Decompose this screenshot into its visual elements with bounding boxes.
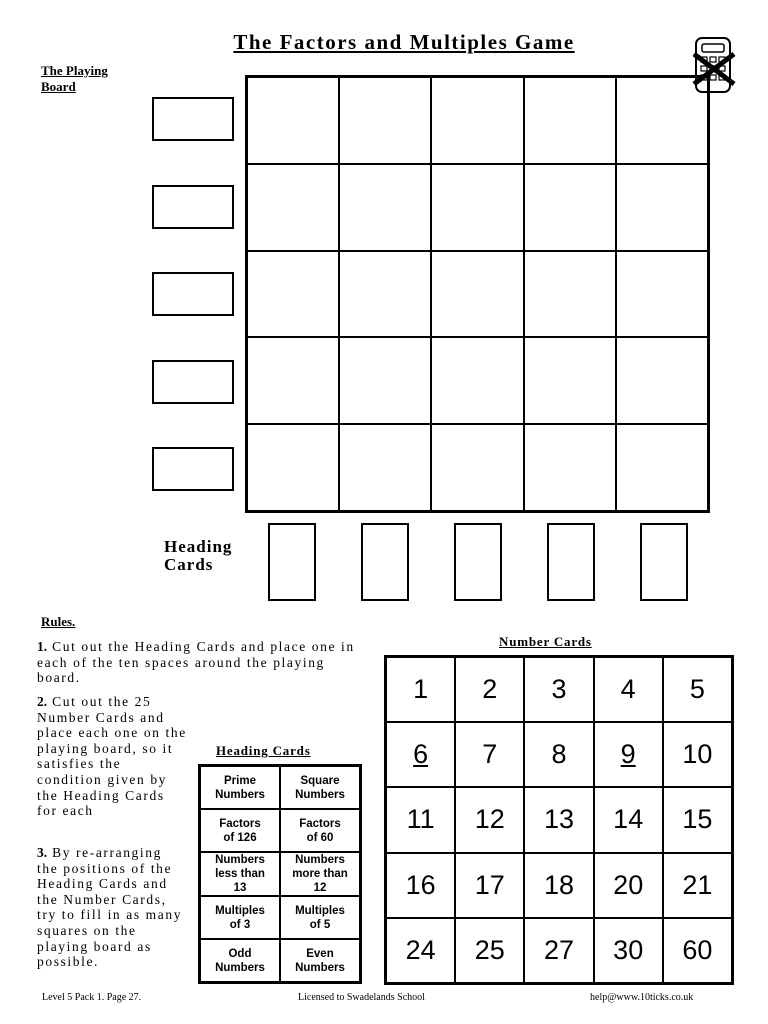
rule-item	[37, 639, 357, 686]
heading-card[interactable]	[200, 766, 280, 809]
board-square[interactable]	[339, 337, 431, 424]
board-square[interactable]	[616, 251, 708, 338]
heading-cards-label-line2: Cards	[164, 555, 214, 574]
playing-board	[245, 75, 710, 513]
number-card[interactable]	[386, 657, 455, 722]
number-card[interactable]	[663, 722, 732, 787]
number-card-value: 14	[613, 804, 644, 835]
heading-card-text: Multiples of 5	[295, 904, 345, 931]
number-card-value: 2	[482, 674, 498, 705]
playing-board-label-line2: Board	[41, 79, 76, 94]
number-card[interactable]	[663, 657, 732, 722]
board-square[interactable]	[431, 164, 523, 251]
board-square[interactable]	[524, 164, 616, 251]
footer-license: Licensed to Swadelands School	[298, 992, 425, 1003]
number-card-value: 5	[689, 674, 705, 705]
number-card-value: 30	[613, 934, 644, 965]
row-heading-slot[interactable]	[152, 447, 234, 491]
heading-card-text: Factors of 60	[299, 817, 341, 844]
number-card[interactable]	[524, 853, 593, 918]
number-card[interactable]	[594, 918, 663, 983]
heading-card-text: Even Numbers	[295, 947, 345, 974]
number-card[interactable]	[455, 722, 524, 787]
heading-card-text: Numbers less than 13	[215, 854, 265, 894]
row-heading-slot[interactable]	[152, 272, 234, 316]
number-card-value: 25	[474, 934, 505, 965]
heading-card-text: Numbers more than 12	[292, 854, 348, 894]
heading-card[interactable]	[200, 809, 280, 852]
number-card[interactable]	[524, 787, 593, 852]
row-heading-slot[interactable]	[152, 360, 234, 404]
number-card[interactable]	[386, 918, 455, 983]
number-card[interactable]	[455, 657, 524, 722]
footer-contact: help@www.10ticks.co.uk	[590, 992, 694, 1003]
heading-card-text: Factors of 126	[219, 817, 261, 844]
heading-card-text: Prime Numbers	[215, 774, 265, 801]
heading-card-text: Square Numbers	[295, 774, 345, 801]
number-card[interactable]	[455, 918, 524, 983]
rule-text: By re-arranging the positions of the Heading Cards and the Number Cards, try to fill in as many squares on the playing board as possible.	[37, 845, 183, 970]
number-card-value: 9	[620, 739, 636, 770]
number-card-value: 18	[543, 869, 575, 900]
number-card[interactable]	[455, 853, 524, 918]
number-card-value: 60	[682, 934, 713, 965]
footer-page-ref: Level 5 Pack 1. Page 27.	[42, 992, 142, 1003]
number-card-value: 11	[406, 804, 435, 835]
number-card[interactable]	[386, 722, 455, 787]
board-square[interactable]	[431, 77, 523, 164]
board-square[interactable]	[431, 251, 523, 338]
board-square[interactable]	[524, 424, 616, 511]
heading-card-text: Multiples of 3	[215, 904, 265, 931]
number-card-value: 1	[413, 674, 429, 705]
number-card[interactable]	[524, 657, 593, 722]
playing-board-label	[41, 63, 108, 95]
number-card-value: 13	[543, 804, 575, 835]
number-card[interactable]	[594, 787, 663, 852]
board-square[interactable]	[339, 77, 431, 164]
number-card-value: 15	[682, 804, 713, 835]
rule-text: Cut out the 25 Number Cards and place each one on the playing board, so it satisfies the condition given by the Heading Cards for each	[37, 694, 187, 819]
heading-cards-title: Heading Cards	[216, 743, 311, 758]
rule-item	[37, 694, 187, 819]
number-card[interactable]	[524, 918, 593, 983]
board-square[interactable]	[524, 251, 616, 338]
number-cards-title: Number Cards	[499, 634, 592, 649]
rule-number: 3.	[37, 845, 48, 860]
board-square[interactable]	[247, 251, 339, 338]
row-heading-slot[interactable]	[152, 185, 234, 229]
number-card[interactable]	[594, 722, 663, 787]
board-square[interactable]	[247, 164, 339, 251]
column-heading-slot[interactable]	[640, 523, 688, 601]
heading-card[interactable]	[280, 896, 360, 939]
board-square[interactable]	[431, 424, 523, 511]
row-heading-slot[interactable]	[152, 97, 234, 141]
number-card-value: 16	[405, 869, 436, 900]
heading-card[interactable]	[200, 896, 280, 939]
number-card[interactable]	[524, 722, 593, 787]
heading-card-text: Odd Numbers	[215, 947, 265, 974]
number-card-value: 12	[474, 804, 505, 835]
board-square[interactable]	[339, 251, 431, 338]
rule-text: Cut out the Heading Cards and place one in each of the ten spaces around the playing board.	[37, 639, 355, 686]
number-card-value: 7	[482, 739, 498, 770]
board-square[interactable]	[524, 337, 616, 424]
heading-cards-label-line1: Heading	[164, 537, 233, 556]
number-card[interactable]	[663, 787, 732, 852]
number-card[interactable]	[594, 853, 663, 918]
board-square[interactable]	[247, 424, 339, 511]
number-card-value: 20	[613, 869, 644, 900]
number-card-value: 10	[682, 739, 713, 770]
number-card-value: 27	[543, 934, 575, 965]
column-heading-slot[interactable]	[361, 523, 409, 601]
board-square[interactable]	[431, 337, 523, 424]
rule-number: 1.	[37, 639, 48, 654]
number-card-value: 21	[682, 869, 713, 900]
page-title: The Factors and Multiples Game	[233, 30, 575, 54]
number-cards-table	[384, 655, 734, 985]
rule-item	[37, 845, 187, 970]
board-square[interactable]	[616, 164, 708, 251]
board-square[interactable]	[616, 77, 708, 164]
heading-card[interactable]	[280, 766, 360, 809]
number-card[interactable]	[594, 657, 663, 722]
rule-number: 2.	[37, 694, 48, 709]
number-card-value: 17	[474, 869, 505, 900]
number-card[interactable]	[386, 853, 455, 918]
column-heading-slot[interactable]	[454, 523, 502, 601]
board-square[interactable]	[247, 337, 339, 424]
column-heading-slot[interactable]	[547, 523, 595, 601]
board-square[interactable]	[616, 424, 708, 511]
playing-board-label-line1: The Playing	[41, 63, 108, 78]
number-card[interactable]	[663, 853, 732, 918]
heading-cards-slot-label	[164, 538, 232, 574]
number-card-value: 8	[551, 739, 567, 770]
number-card-value: 3	[551, 674, 567, 705]
heading-card[interactable]	[200, 939, 280, 982]
heading-card[interactable]	[200, 852, 280, 896]
board-square[interactable]	[616, 337, 708, 424]
board-square[interactable]	[339, 424, 431, 511]
number-card[interactable]	[455, 787, 524, 852]
number-card-value: 4	[620, 674, 636, 705]
number-card-value: 24	[405, 934, 436, 965]
heading-card[interactable]	[280, 852, 360, 896]
heading-cards-table	[198, 764, 362, 984]
heading-card[interactable]	[280, 939, 360, 982]
heading-card[interactable]	[280, 809, 360, 852]
board-square[interactable]	[247, 77, 339, 164]
number-card[interactable]	[663, 918, 732, 983]
rules-title: Rules.	[41, 614, 76, 629]
board-square[interactable]	[339, 164, 431, 251]
board-square[interactable]	[524, 77, 616, 164]
number-card[interactable]	[386, 787, 455, 852]
column-heading-slot[interactable]	[268, 523, 316, 601]
number-card-value: 6	[413, 739, 429, 770]
